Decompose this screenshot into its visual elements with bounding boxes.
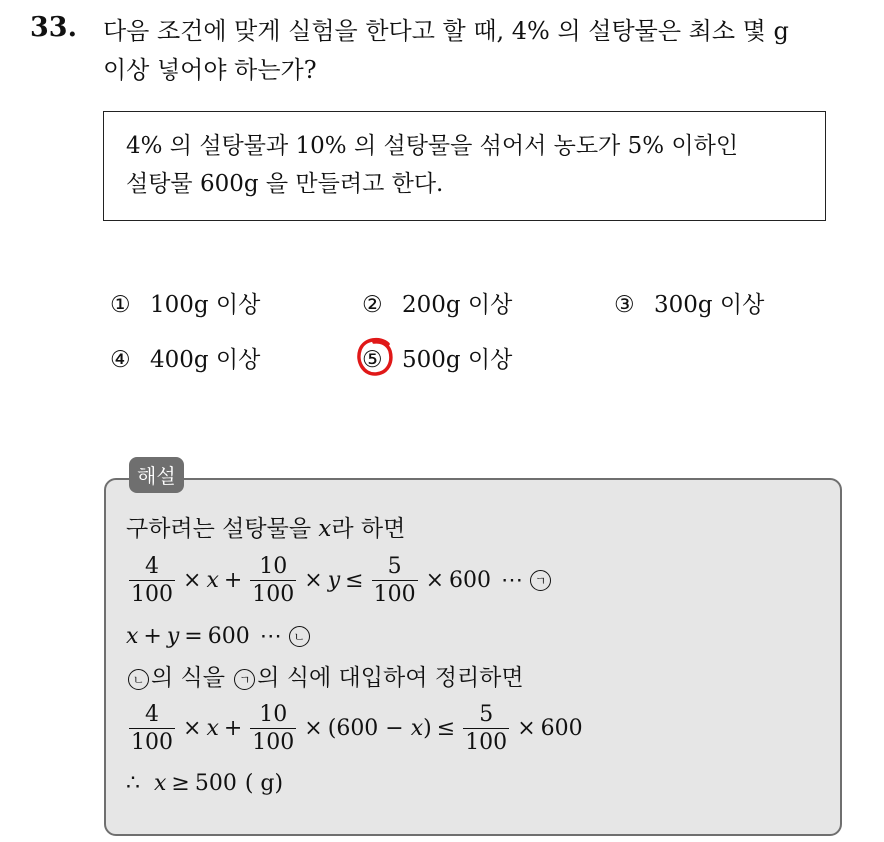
solution-intro — [126, 510, 405, 543]
answer-x: x — [154, 771, 167, 796]
eq2-plus: + — [143, 624, 162, 649]
equation-2 — [126, 624, 312, 649]
solution-tag: 해설 — [129, 457, 184, 493]
therefore-symbol: ∴ — [126, 771, 140, 796]
eq1-f1-numerator: 4 — [145, 554, 159, 579]
eq3-f3-denominator: 100 — [465, 730, 508, 755]
equation-1 — [126, 553, 553, 608]
eq1-f3-numerator: 5 — [387, 554, 402, 579]
eq1-f1-denominator: 100 — [131, 582, 173, 607]
question-number: 33. — [30, 12, 77, 43]
choice-4[interactable] — [110, 341, 260, 374]
eq3-x: x — [206, 716, 219, 741]
eq1-circled-mark: ㄱ — [530, 570, 551, 591]
eq1-f2-numerator: 10 — [259, 554, 288, 579]
intro-text: 구하려는 설탕물을 — [126, 516, 319, 542]
question-text-line1: 다음 조건에 맞게 실험을 한다고 할 때, 4% 의 설탕물은 최소 몇 g — [103, 17, 789, 45]
choice-5-number: ⑤ — [362, 347, 383, 373]
eq2-equals: = — [184, 624, 203, 649]
choice-2-number: ② — [362, 292, 383, 318]
choice-1[interactable] — [110, 286, 260, 319]
eq2-circled-mark: ㄴ — [289, 626, 310, 647]
eq1-f3-denominator: 100 — [373, 582, 416, 607]
eq3-paren-open: (600 − — [327, 716, 411, 741]
eq1-times-1: × — [183, 568, 202, 593]
answer-ge: ≥ — [171, 771, 190, 796]
eq3-paren-close: ) — [423, 716, 432, 741]
question-text-line2: 이상 넣어야 하는가? — [103, 56, 317, 84]
eq3-f2-numerator: 10 — [259, 702, 288, 727]
eq1-plus: + — [223, 568, 243, 593]
sub-circled-mark-1: ㄴ — [128, 669, 149, 690]
eq3-times-1: × — [183, 716, 202, 741]
eq3-fraction-2 — [250, 701, 296, 756]
condition-box — [103, 111, 826, 221]
eq1-dots: ⋯ — [501, 568, 524, 593]
choice-1-label: 100g 이상 — [150, 292, 261, 318]
intro-tail: 라 하면 — [331, 516, 406, 542]
eq3-f3-numerator: 5 — [479, 702, 494, 727]
intro-var: x — [318, 516, 332, 542]
eq3-rhs: 600 — [540, 716, 583, 741]
eq2-rhs: 600 — [207, 624, 250, 649]
eq3-f2-denominator: 100 — [252, 730, 295, 755]
choice-3[interactable] — [614, 286, 764, 319]
choice-2-label: 200g 이상 — [402, 292, 513, 318]
answer-unit: ( g) — [244, 771, 284, 796]
eq2-x: x — [126, 624, 139, 649]
eq1-fraction-2 — [250, 553, 296, 608]
choice-5-label: 500g 이상 — [402, 347, 513, 373]
eq1-f2-denominator: 100 — [252, 582, 295, 607]
eq2-y: y — [166, 624, 180, 649]
eq1-times-3: × — [425, 568, 445, 593]
choice-3-label: 300g 이상 — [654, 292, 765, 318]
sub-text-1: 의 식을 — [151, 665, 233, 691]
eq1-y: y — [327, 568, 341, 593]
answer-line — [126, 771, 283, 796]
question-text — [103, 12, 873, 90]
eq3-times-2: × — [304, 716, 323, 741]
eq1-le: ≤ — [345, 568, 364, 593]
eq1-rhs: 600 — [449, 568, 492, 593]
answer-value: 500 — [194, 771, 237, 796]
eq3-fraction-3 — [463, 701, 509, 756]
eq3-f1-numerator: 4 — [145, 702, 159, 727]
eq2-dots: ⋯ — [259, 624, 282, 649]
eq3-times-3: × — [517, 716, 536, 741]
sub-circled-mark-2: ㄱ — [234, 669, 255, 690]
eq3-le: ≤ — [436, 716, 456, 741]
sub-text-2: 의 식에 대입하여 정리하면 — [257, 665, 524, 691]
substitution-line — [126, 659, 524, 692]
eq3-plus: + — [223, 716, 243, 741]
eq1-fraction-3 — [372, 553, 418, 608]
choice-4-number: ④ — [110, 347, 131, 373]
choice-2[interactable] — [362, 286, 512, 319]
condition-line2: 설탕물 600g 을 만들려고 한다. — [126, 171, 444, 197]
choice-4-label: 400g 이상 — [150, 347, 261, 373]
condition-line1: 4% 의 설탕물과 10% 의 설탕물을 섞어서 농도가 5% 이하인 — [126, 133, 739, 159]
eq1-x: x — [206, 568, 219, 593]
eq1-times-2: × — [304, 568, 323, 593]
eq1-fraction-1 — [129, 553, 175, 608]
eq3-fraction-1 — [129, 701, 175, 756]
eq3-f1-denominator: 100 — [131, 730, 173, 755]
equation-3 — [126, 701, 583, 756]
eq3-paren-x: x — [410, 716, 424, 741]
choice-1-number: ① — [110, 292, 131, 318]
choice-3-number: ③ — [614, 292, 635, 318]
choice-5[interactable] — [362, 341, 512, 374]
